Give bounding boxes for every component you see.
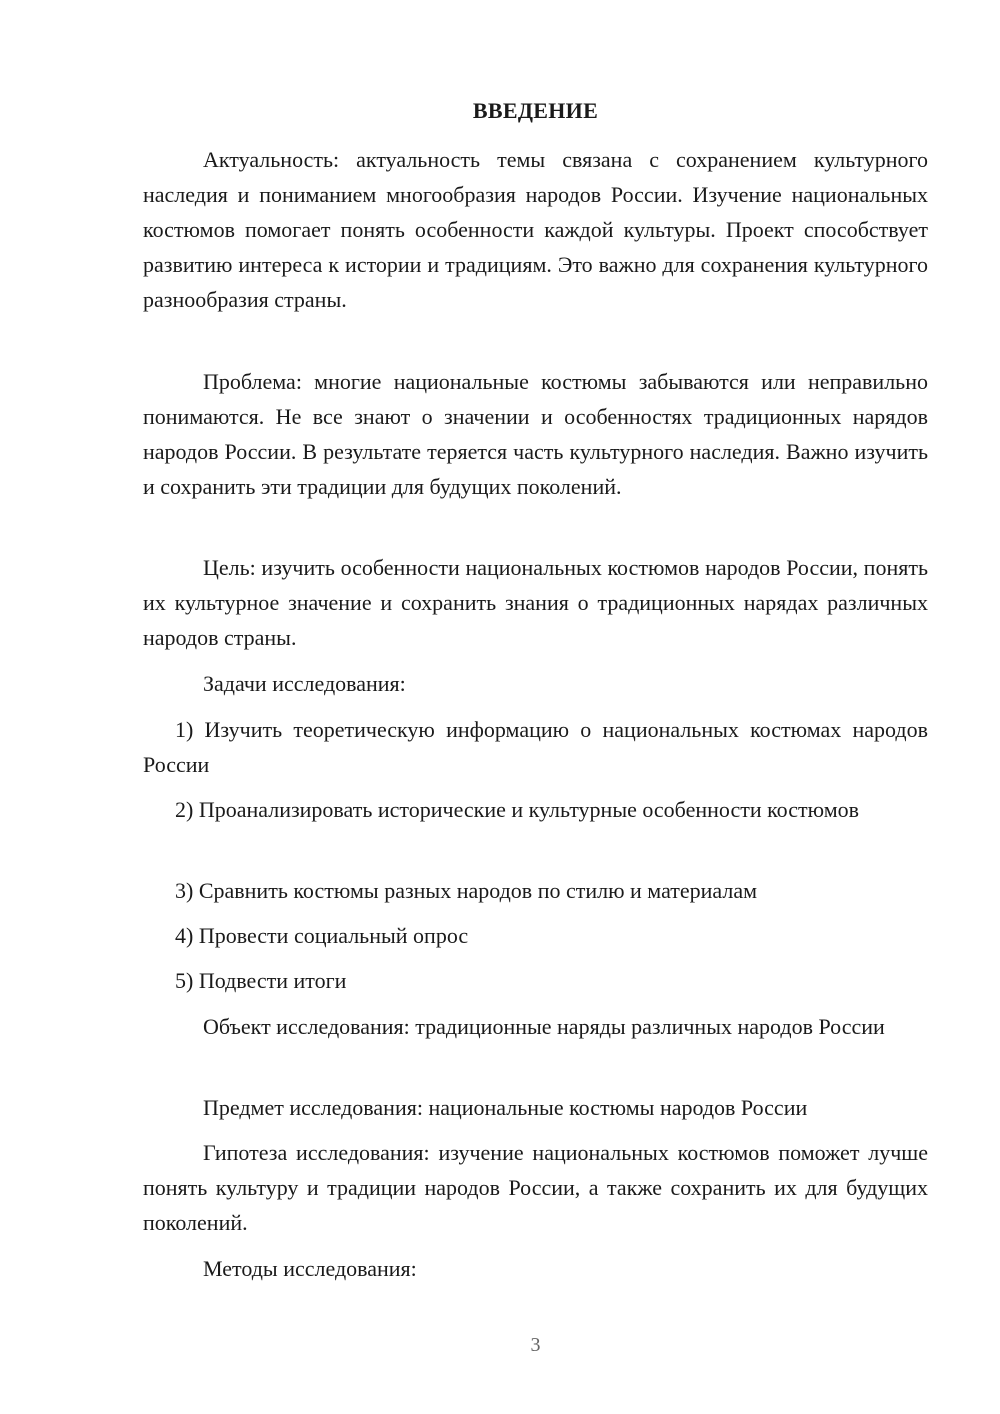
hypothesis-paragraph: Гипотеза исследования: изучение национальных костюмов поможет лучше понять культуру и традиции народов России, а также сохранить их для будущих поколений. xyxy=(143,1140,928,1235)
task-item-2: 2) Проанализировать исторические и культурные особенности костюмов xyxy=(175,797,860,822)
methods-heading: Методы исследования: xyxy=(203,1256,417,1281)
page-number: 3 xyxy=(530,1334,541,1356)
goal-paragraph: Цель: изучить особенности национальных костюмов народов России, понять их культурное значение и сохранить знания о традиционных нарядах различных народов страны. xyxy=(143,555,928,650)
object-paragraph: Объект исследования: традиционные наряды различных народов России xyxy=(203,1014,885,1039)
problem-paragraph: Проблема: многие национальные костюмы забываются или неправильно понимаются. Не все знают о значении и особенностях традиционных нарядов народов России. В результате теряется часть культурного наследия. Важно изучить и сохранить эти традиции для будущих поколений. xyxy=(143,369,928,499)
subject-paragraph: Предмет исследования: национальные костюмы народов России xyxy=(203,1095,808,1120)
section-title: ВВЕДЕНИЕ xyxy=(472,98,599,123)
task-item-1: 1) Изучить теоретическую информацию о национальных костюмах народов России xyxy=(143,717,928,777)
relevance-paragraph: Актуальность: актуальность темы связана с сохранением культурного наследия и пониманием многообразия народов России. Изучение национальных костюмов помогает понять особенности каждой культуры. Проект способствует развитию интереса к истории и традициям. Это важно для сохранения культурного разнообразия страны. xyxy=(143,147,928,312)
tasks-heading: Задачи исследования: xyxy=(203,671,406,696)
document-page xyxy=(143,0,928,1414)
task-item-4: 4) Провести социальный опрос xyxy=(175,923,469,948)
task-item-3: 3) Сравнить костюмы разных народов по стилю и материалам xyxy=(175,878,758,903)
task-item-5: 5) Подвести итоги xyxy=(175,968,347,993)
